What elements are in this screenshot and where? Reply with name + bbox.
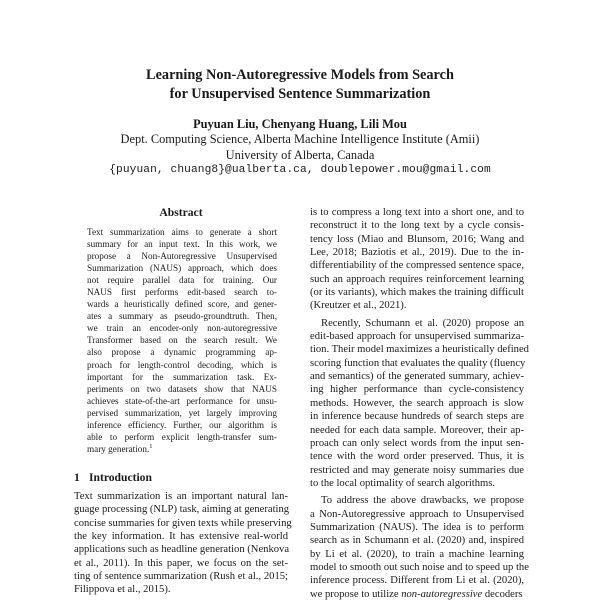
text-line: able to perform explicit length-transfer sum- bbox=[87, 431, 277, 442]
emphasized-text: non-autoregressive bbox=[401, 588, 483, 600]
abstract-body bbox=[87, 226, 277, 455]
paragraph-3 bbox=[310, 494, 529, 587]
text-line: Text summarization is an important natural lan- bbox=[74, 491, 288, 502]
text-line: ates a summary as pseudo-groundtruth. Then, bbox=[87, 311, 277, 322]
text-line: a Non-Autoregressive approach to Unsupervised bbox=[310, 508, 524, 520]
paragraph-2 bbox=[310, 317, 529, 490]
text-line: scoring function that evaluates the quality (fluency bbox=[310, 357, 526, 369]
text-line: wards a heuristically defined score, and gener- bbox=[87, 299, 277, 310]
section-heading-introduction bbox=[74, 471, 152, 484]
text-line: proach can only select words from the input sen- bbox=[310, 437, 524, 449]
text-line: tion. Their model maximizes a heuristically defined bbox=[310, 344, 529, 356]
text-line: Text summarization aims to generate a short bbox=[87, 227, 277, 237]
text-line: in inference because hundreds of search steps are bbox=[310, 411, 524, 423]
affiliation-university: University of Alberta, Canada bbox=[225, 147, 375, 162]
text-line: needed for each data sample. Moreover, their ap- bbox=[310, 424, 524, 436]
right-column bbox=[310, 206, 529, 601]
text-line: we train an encoder-only non-autoregressive bbox=[87, 323, 277, 334]
text-line: and semantics) of the generated summary, achiev- bbox=[310, 371, 524, 383]
text-line: is to compress a long text into a short one, and to bbox=[310, 207, 524, 218]
text-line: Lee, 2018; Baziotis et al., 2019). Due to the in- bbox=[310, 247, 524, 259]
text-line: guage processing (NLP) task, aiming at generating bbox=[74, 504, 290, 516]
text-line: by Li et al. (2020), to train a machine learning bbox=[310, 548, 524, 560]
text-line: To address the above drawbacks, we propose bbox=[321, 495, 524, 507]
text-line: tence with the word order preserved. Thus, it is bbox=[310, 451, 524, 463]
text-segment: decoders bbox=[482, 588, 523, 600]
text-line: Filippova et al., 2015). bbox=[74, 584, 171, 596]
text-line: inference efficiency. Further, our algorithm is bbox=[87, 419, 277, 430]
section-number: 1 bbox=[74, 471, 80, 484]
text-line: edit-based approach for unsupervised summariza- bbox=[310, 331, 524, 343]
text-line: Recently, Schumann et al. (2020) propose an bbox=[321, 317, 524, 329]
text-line: differentiability of the compressed sentence space, bbox=[310, 260, 524, 272]
footnote-marker: 1 bbox=[149, 442, 153, 450]
text-line: also propose a dynamic programming ap- bbox=[87, 347, 277, 358]
section-title: Introduction bbox=[89, 471, 152, 484]
paper-title bbox=[0, 66, 600, 103]
author-emails: {puyuan, chuang8}@ualberta.ca, doublepower.mou@gmail.com bbox=[109, 164, 491, 177]
text-line: applications such as headline generation (Nenkova bbox=[74, 544, 290, 556]
text-line: et al., 2011). In this paper, we focus on the set- bbox=[74, 557, 288, 569]
title-line-2: for Unsupervised Sentence Summarization bbox=[169, 85, 431, 102]
text-line: important for the summarization task. Ex- bbox=[87, 371, 277, 382]
text-line: the key information. It has extensive real-world bbox=[74, 531, 288, 543]
author-list: Puyuan Liu, Chenyang Huang, Lili Mou bbox=[193, 117, 407, 131]
affiliation-dept: Dept. Computing Science, Alberta Machine Intelligence Institute (Amii) bbox=[120, 132, 480, 146]
text-line: Summarization (NAUS) approach, which does bbox=[87, 263, 277, 274]
text-line: Transformer based on the search result. We bbox=[87, 335, 277, 346]
text-line: inference process. Different from Li et al. (2020), bbox=[310, 575, 524, 587]
text-line: such an approach requires reinforcement learning bbox=[310, 273, 524, 285]
text-line: (or its variants), which makes the training difficult bbox=[310, 287, 524, 299]
text-line: methods. However, the search approach is slow bbox=[310, 397, 524, 409]
text-line: concise summaries for given texts while preserving bbox=[74, 517, 292, 529]
abstract-heading: Abstract bbox=[159, 206, 203, 219]
introduction-body bbox=[74, 490, 292, 597]
affiliation-block bbox=[0, 132, 600, 179]
text-line: proach for length-control decoding, which is bbox=[87, 359, 277, 370]
text-line: not require parallel data for training. Our bbox=[87, 275, 277, 286]
text-line: tency loss (Miao and Blunsom, 2016; Wang and bbox=[310, 233, 524, 245]
text-line: summary for an input text. In this work, we bbox=[87, 239, 277, 250]
text-line: periments on two datasets show that NAUS bbox=[87, 383, 277, 394]
text-line: achieves state-of-the-art performance for unsu- bbox=[87, 395, 277, 406]
text-line-last bbox=[310, 588, 524, 601]
text-line: to the local optimality of search algorithms. bbox=[310, 477, 496, 489]
text-line: reconstruct it to the long text by a cycle consis- bbox=[310, 220, 524, 232]
text-line: Summarization (NAUS). The idea is to perform bbox=[310, 521, 524, 533]
text-line: (Kreutzer et al., 2021). bbox=[310, 300, 407, 312]
text-line: ting of sentence summarization (Rush et al., 2015; bbox=[74, 571, 288, 583]
text-line: NAUS first performs edit-based search to- bbox=[87, 287, 277, 298]
text-line: propose a Non-Autoregressive Unsupervised bbox=[87, 251, 277, 262]
text-line: search as in Schumann et al. (2020) and, inspired bbox=[310, 535, 524, 547]
text-line: model to smooth out such noise and to speed up the bbox=[310, 561, 529, 573]
text-line: ing higher performance than cycle-consistency bbox=[310, 384, 524, 396]
title-line-1: Learning Non-Autoregressive Models from Search bbox=[146, 67, 454, 83]
text-line: mary generation.$^1$ bbox=[87, 442, 153, 454]
text-segment: we propose to utilize bbox=[310, 588, 402, 600]
text-line: pervised summarization, yet largely improving bbox=[87, 407, 277, 418]
paragraph-1 bbox=[310, 206, 524, 313]
text-line: restricted and may generate noisy summaries due bbox=[310, 464, 524, 476]
